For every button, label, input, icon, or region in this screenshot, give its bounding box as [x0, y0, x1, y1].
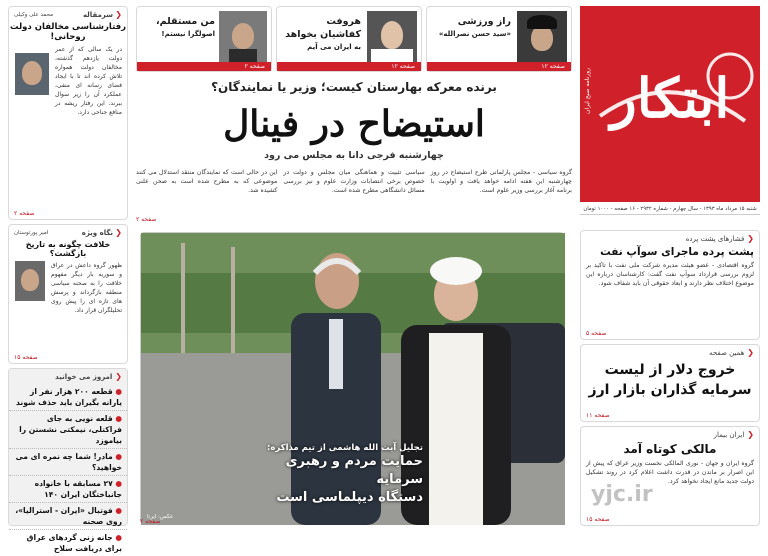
story-page: صفحه ۵: [586, 330, 607, 337]
bullet-icon: ●: [112, 414, 122, 423]
section-label: امروز می خوانید: [55, 372, 113, 381]
editorial-page: صفحه ۲: [14, 210, 35, 217]
editorial-body: در یک سالی که از عمر دولت یازدهم گذشته، مخالفان دولت همواره تلاش کرده اند تا با ایجاد فضای رسانه ای منفی، عملکرد آن را زیر سوال ببرند. این رفتار ریشه در منافع جناحی دارد.: [55, 46, 122, 116]
bullet-icon: ●: [112, 506, 122, 515]
watermark: yjc.ir: [591, 482, 653, 507]
list-item[interactable]: ● جانه زنی گردهای عراق برای دریافت سلاح: [26, 533, 122, 553]
chevron-icon: ❮: [747, 430, 754, 439]
main-subhead: چهارشنبه فرجی دانا به مجلس می رود: [264, 150, 444, 161]
author-photo: [15, 53, 49, 95]
section-label: سرمقاله: [82, 11, 114, 19]
special-view-box[interactable]: [8, 224, 128, 364]
teaser-title: من مستقلم،: [156, 16, 215, 27]
list-item[interactable]: ● فوتبال «ایران - استرالیا»، روی صحنه: [9, 503, 127, 530]
teaser-name: به ایران می آیم: [307, 43, 361, 51]
lead-col-3: این در حالی است که نمایندگان منتقد استدلال می کنند موضوعی که به مطرح شده است به صحن علنی کشیده شد.: [136, 169, 278, 194]
caption-line-2: دستگاه دیپلماسی است: [276, 490, 423, 505]
list-item[interactable]: ● قطعه ۲۰۰ هزار نفر از یارانه بگیران باید حذف شوند: [9, 384, 127, 411]
caption-kicker: تجلیل آیت الله هاشمی از تیم مذاکره:: [266, 443, 423, 453]
photo-caption: [243, 443, 423, 507]
bullet-icon: ●: [112, 452, 122, 461]
story-title: پشت پرده ماجرای سوآپ نفت: [600, 246, 754, 258]
photo-credit: عکس: ایرنا: [147, 514, 174, 520]
story-page: صفحه ۱۱: [586, 412, 610, 419]
list-item[interactable]: ● مادر! شما چه نمره ای می خواهید؟: [9, 449, 127, 476]
lead-col-1: گروه سیاسی - مجلس پارلمانی طرح استیضاح در روز چهارشنبه این هفته ادامه خواهد یافت و اولویت با برنامه آغاز بررسی وزیر علوم است.: [430, 169, 572, 194]
chevron-icon: ❮: [747, 348, 754, 357]
chevron-icon: ❮: [747, 234, 754, 243]
teaser-title: هروفت کفاشیان بخواهد: [285, 16, 361, 40]
editorial-title-2: روحانی!: [50, 32, 86, 42]
editorial-title-1: رفتارشناسی مخالفان دولت: [9, 22, 127, 32]
nasrallah-photo: [517, 11, 567, 63]
author: امیر پورتوستان: [14, 229, 49, 236]
teaser-page: صفحه ۱۲: [427, 62, 571, 71]
photo-page-ref: صفحه ۲: [140, 518, 161, 525]
teaser-page: صفحه ۱۲: [277, 62, 421, 71]
lead-columns: [136, 168, 572, 222]
masthead: [580, 6, 760, 202]
teaser-name: اصولگرا نیستم!: [161, 30, 215, 38]
chevron-icon: ❮: [115, 228, 122, 237]
story-body: گروه اقتصادی - عضو هیئت مدیره شرکت ملی نفت با تاکید بر لزوم بررسی قرارداد سوآپ نفت گفت: کارشناسان درباره این موضوع اختلاف نظر دارند و ابعاد حقوقی آن باید شفاف شود.: [586, 262, 754, 287]
list-item[interactable]: ● قلعه نویی به جای فراکتلی، نیمکتی نشستن را بیاموزد: [9, 411, 127, 449]
story-title-line-2: سرمایه گذاران بازار ارز: [588, 382, 752, 398]
today-box: [8, 368, 128, 553]
teaser-kafashian[interactable]: [276, 6, 422, 72]
teaser-page: صفحه ۲: [137, 62, 271, 71]
logo-subtitle: روزنامه صبح ایران: [584, 68, 591, 114]
chevron-icon: ❮: [115, 372, 122, 381]
teaser-mostaghel[interactable]: [136, 6, 272, 72]
story-dollar[interactable]: ❮ همین صفحه خروج دلار از لیست سرمایه گذاران بازار ارز صفحه ۱۱: [580, 344, 760, 422]
logo-text: ابتکار: [610, 66, 730, 130]
story-swap[interactable]: ❮ فشارهای پشت پرده پشت پرده ماجرای سوآپ نفت گروه اقتصادی - عضو هیئت مدیره شرکت ملی نفت با تاکید بر لزوم بررسی قرارداد سوآپ نفت گفت: کارشناسان درباره این موضوع اختلاف نظر دارند و ابعاد حقوقی آن باید شفاف شود. صفحه ۵: [580, 230, 760, 340]
story-maliki[interactable]: ❮ ایران بیمار مالکی کوتاه آمد گروه ایران و جهان - نوری المالکی نخست وزیر عراق که پیش از این اصرار بر ماندن در قدرت داشت اعلام کرد در روند تشکیل دولت جدید مانع ایجاد نخواهد کرد. yjc.ir صفحه ۱۵: [580, 426, 760, 526]
story-title-line-1: خروج دلار از لیست: [604, 362, 736, 378]
caption-line-1: حمایت مردم و رهبری سرمایه: [285, 454, 423, 487]
bullet-icon: ●: [112, 387, 122, 396]
main-kicker: برنده معرکه بهارستان کیست؛ وزیر یا نمایندگان؟: [211, 80, 497, 94]
teaser-name: «سید حسن نصرالله»: [438, 30, 511, 38]
lead-page-ref: صفحه ۲: [136, 216, 157, 223]
chevron-icon: ❮: [115, 10, 122, 19]
main-photo[interactable]: [140, 232, 564, 524]
author: محمد علی وکیلی: [14, 11, 54, 18]
bullet-icon: ●: [112, 533, 122, 542]
bullet-icon: ●: [112, 479, 122, 488]
teaser-title: راز ورزشی: [457, 16, 511, 27]
lead-col-2: سیاسی تثبیت و هماهنگی میان مجلس و دولت در خصوص برخی انتصابات وزارت علوم و نیز بررسی مسائل دانشگاهی مطرح شده است.: [283, 169, 425, 194]
main-headline[interactable]: استیضاح در فینال: [223, 103, 485, 145]
coach-photo: [367, 11, 417, 63]
special-body: ظهور گروه داعش در عراق و سوریه بار دیگر مفهوم خلافت را به صحنه سیاسی منطقه بازگرداند و پرسش های تازه ای را پیش روی تحلیلگران قرار داد.: [51, 262, 122, 314]
teaser-nasrallah[interactable]: [426, 6, 572, 72]
list-item[interactable]: ● ۲۷ مسابقه با خانواده جانباختگان ایران ۱۴۰: [9, 476, 127, 503]
editorial-box[interactable]: [8, 6, 128, 220]
story-title: مالکی کوتاه آمد: [623, 442, 717, 456]
issue-line: شنبه ۱۵ مرداد ماه ۱۳۹۳ - سال چهارم - شماره ۲۹۳۲ - ۱۶ صفحه - ۱۰۰۰ تومان: [580, 206, 760, 215]
special-title: خلافت چگونه به تاریخ بازگشت؟: [25, 240, 111, 258]
special-page: صفحه ۱۵: [14, 354, 38, 361]
story-body: گروه ایران و جهان - نوری المالکی نخست وزیر عراق که پیش از این اصرار بر ماندن در قدرت داشت اعلام کرد در روند تشکیل دولت جدید مانع ایجاد نخواهد کرد.: [586, 460, 754, 485]
politician-photo: [219, 11, 267, 63]
author-photo: [15, 261, 45, 301]
story-page: صفحه ۱۵: [586, 516, 610, 523]
section-label: نگاه ویژه: [81, 229, 114, 237]
